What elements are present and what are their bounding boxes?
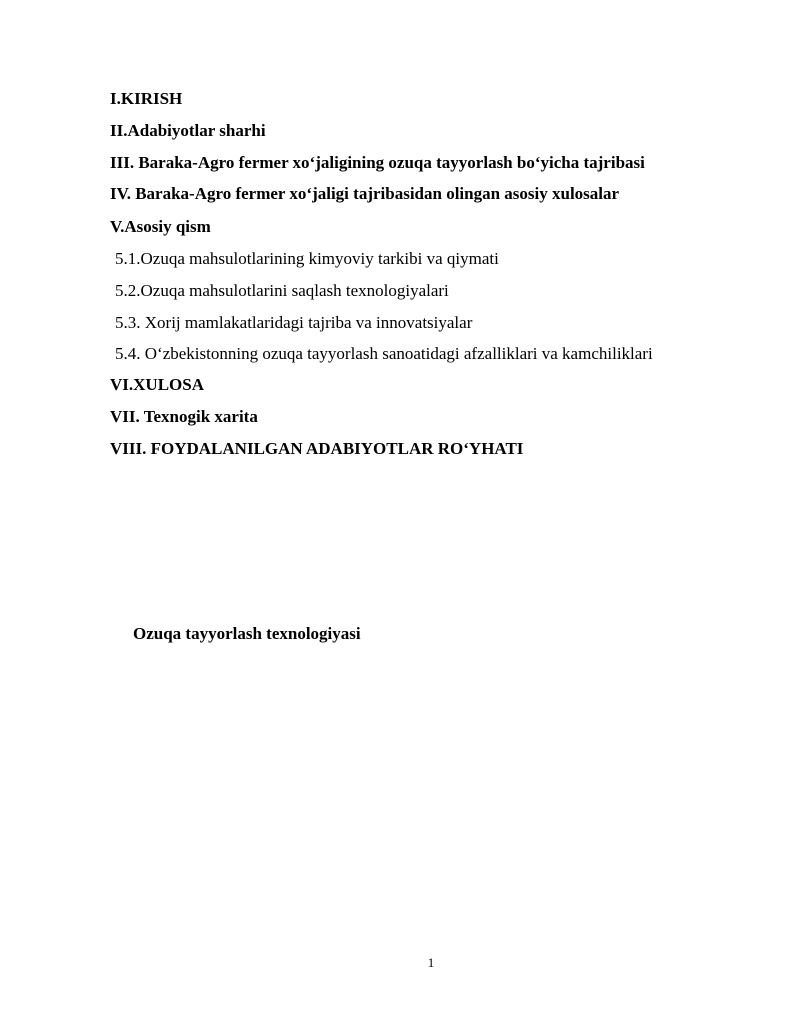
toc-item-kirish: I.KIRISH — [110, 89, 183, 108]
toc-item-xulosa: VI.XULOSA — [110, 375, 204, 394]
toc-item-asosiy-qism: V.Asosiy qism — [110, 217, 211, 236]
toc-item-texnogik-xarita: VII. Texnogik xarita — [110, 407, 258, 426]
toc-item-5-2: 5.2.Ozuqa mahsulotlarini saqlash texnologiyalari — [115, 281, 449, 300]
toc-item-adabiyotlar-royhati: VIII. FOYDALANILGAN ADABIYOTLAR RO‘YHATI — [110, 439, 524, 458]
toc-item-5-4: 5.4. O‘zbekistonning ozuqa tayyorlash sanoatidagi afzalliklari va kamchiliklari — [115, 344, 653, 363]
toc-item-tajribasi: III. Baraka-Agro fermer xo‘jaligining ozuqa tayyorlash bo‘yicha tajribasi — [110, 153, 645, 172]
document-subtitle: Ozuqa tayyorlash texnologiyasi — [133, 624, 361, 643]
toc-item-5-1: 5.1.Ozuqa mahsulotlarining kimyoviy tarkibi va qiymati — [115, 249, 499, 268]
toc-item-5-3: 5.3. Xorij mamlakatlaridagi tajriba va innovatsiyalar — [115, 313, 473, 332]
page-number: 1 — [427, 955, 435, 970]
toc-item-xulosalar: IV. Baraka-Agro fermer xo‘jaligi tajribasidan olingan asosiy xulosalar — [110, 184, 620, 203]
toc-item-adabiyotlar-sharhi: II.Adabiyotlar sharhi — [110, 121, 266, 140]
